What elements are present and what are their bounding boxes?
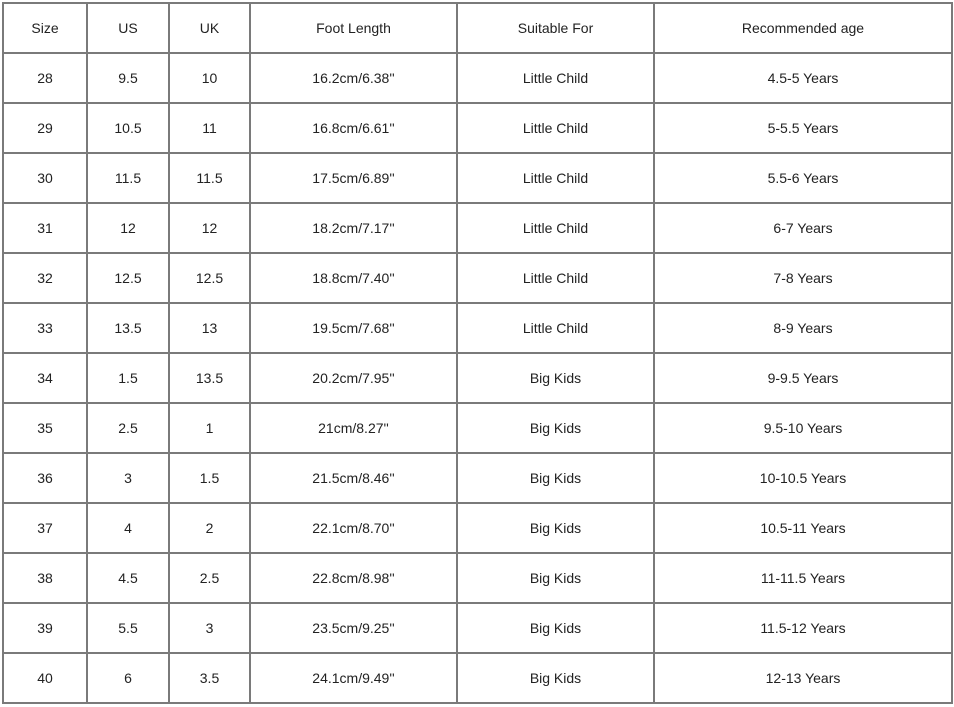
cell-us: 4.5 bbox=[87, 553, 169, 603]
table-row bbox=[3, 53, 952, 103]
cell-foot-length: 18.2cm/7.17'' bbox=[250, 203, 457, 253]
cell-foot-length: 23.5cm/9.25'' bbox=[250, 603, 457, 653]
cell-us: 13.5 bbox=[87, 303, 169, 353]
cell-foot-length: 22.8cm/8.98'' bbox=[250, 553, 457, 603]
cell-recommended-age: 7-8 Years bbox=[654, 253, 952, 303]
cell-uk: 11.5 bbox=[169, 153, 250, 203]
cell-foot-length: 19.5cm/7.68'' bbox=[250, 303, 457, 353]
cell-uk: 13 bbox=[169, 303, 250, 353]
cell-suitable-for: Big Kids bbox=[457, 603, 654, 653]
cell-suitable-for: Big Kids bbox=[457, 503, 654, 553]
cell-us: 11.5 bbox=[87, 153, 169, 203]
cell-suitable-for: Little Child bbox=[457, 303, 654, 353]
table-row bbox=[3, 103, 952, 153]
cell-uk: 1.5 bbox=[169, 453, 250, 503]
cell-suitable-for: Little Child bbox=[457, 253, 654, 303]
cell-recommended-age: 5.5-6 Years bbox=[654, 153, 952, 203]
cell-suitable-for: Little Child bbox=[457, 203, 654, 253]
cell-foot-length: 22.1cm/8.70'' bbox=[250, 503, 457, 553]
cell-size: 31 bbox=[3, 203, 87, 253]
cell-uk: 2.5 bbox=[169, 553, 250, 603]
table-body bbox=[3, 53, 952, 703]
cell-foot-length: 21.5cm/8.46'' bbox=[250, 453, 457, 503]
cell-size: 40 bbox=[3, 653, 87, 703]
cell-size: 30 bbox=[3, 153, 87, 203]
cell-foot-length: 17.5cm/6.89'' bbox=[250, 153, 457, 203]
cell-suitable-for: Big Kids bbox=[457, 353, 654, 403]
table-row bbox=[3, 253, 952, 303]
cell-uk: 3.5 bbox=[169, 653, 250, 703]
cell-us: 5.5 bbox=[87, 603, 169, 653]
cell-suitable-for: Little Child bbox=[457, 53, 654, 103]
table-row bbox=[3, 503, 952, 553]
cell-size: 28 bbox=[3, 53, 87, 103]
header-row bbox=[3, 3, 952, 53]
cell-uk: 13.5 bbox=[169, 353, 250, 403]
cell-us: 2.5 bbox=[87, 403, 169, 453]
cell-foot-length: 18.8cm/7.40'' bbox=[250, 253, 457, 303]
cell-foot-length: 20.2cm/7.95'' bbox=[250, 353, 457, 403]
cell-size: 34 bbox=[3, 353, 87, 403]
cell-foot-length: 16.8cm/6.61'' bbox=[250, 103, 457, 153]
cell-recommended-age: 6-7 Years bbox=[654, 203, 952, 253]
cell-uk: 1 bbox=[169, 403, 250, 453]
cell-foot-length: 16.2cm/6.38'' bbox=[250, 53, 457, 103]
cell-recommended-age: 5-5.5 Years bbox=[654, 103, 952, 153]
table-row bbox=[3, 403, 952, 453]
header-us: US bbox=[87, 3, 169, 53]
size-chart-table bbox=[2, 2, 953, 704]
table-row bbox=[3, 603, 952, 653]
header-size: Size bbox=[3, 3, 87, 53]
table-row bbox=[3, 553, 952, 603]
cell-recommended-age: 9-9.5 Years bbox=[654, 353, 952, 403]
cell-uk: 12.5 bbox=[169, 253, 250, 303]
cell-suitable-for: Little Child bbox=[457, 103, 654, 153]
cell-size: 33 bbox=[3, 303, 87, 353]
cell-us: 6 bbox=[87, 653, 169, 703]
cell-size: 29 bbox=[3, 103, 87, 153]
cell-us: 3 bbox=[87, 453, 169, 503]
cell-recommended-age: 10-10.5 Years bbox=[654, 453, 952, 503]
cell-recommended-age: 8-9 Years bbox=[654, 303, 952, 353]
cell-size: 39 bbox=[3, 603, 87, 653]
cell-suitable-for: Big Kids bbox=[457, 453, 654, 503]
cell-recommended-age: 10.5-11 Years bbox=[654, 503, 952, 553]
cell-size: 35 bbox=[3, 403, 87, 453]
header-suitable-for: Suitable For bbox=[457, 3, 654, 53]
cell-us: 1.5 bbox=[87, 353, 169, 403]
cell-size: 36 bbox=[3, 453, 87, 503]
cell-recommended-age: 12-13 Years bbox=[654, 653, 952, 703]
header-recommended-age: Recommended age bbox=[654, 3, 952, 53]
cell-recommended-age: 9.5-10 Years bbox=[654, 403, 952, 453]
table-row bbox=[3, 353, 952, 403]
cell-uk: 3 bbox=[169, 603, 250, 653]
header-uk: UK bbox=[169, 3, 250, 53]
cell-suitable-for: Big Kids bbox=[457, 403, 654, 453]
table-row bbox=[3, 653, 952, 703]
cell-suitable-for: Big Kids bbox=[457, 653, 654, 703]
cell-size: 32 bbox=[3, 253, 87, 303]
table-row bbox=[3, 453, 952, 503]
cell-recommended-age: 11.5-12 Years bbox=[654, 603, 952, 653]
header-foot-length: Foot Length bbox=[250, 3, 457, 53]
cell-suitable-for: Little Child bbox=[457, 153, 654, 203]
cell-us: 12 bbox=[87, 203, 169, 253]
cell-us: 9.5 bbox=[87, 53, 169, 103]
table-row bbox=[3, 153, 952, 203]
cell-us: 12.5 bbox=[87, 253, 169, 303]
cell-uk: 2 bbox=[169, 503, 250, 553]
cell-us: 10.5 bbox=[87, 103, 169, 153]
cell-uk: 11 bbox=[169, 103, 250, 153]
cell-uk: 10 bbox=[169, 53, 250, 103]
table-row bbox=[3, 303, 952, 353]
cell-foot-length: 21cm/8.27'' bbox=[250, 403, 457, 453]
cell-us: 4 bbox=[87, 503, 169, 553]
cell-size: 37 bbox=[3, 503, 87, 553]
cell-recommended-age: 4.5-5 Years bbox=[654, 53, 952, 103]
cell-suitable-for: Big Kids bbox=[457, 553, 654, 603]
cell-uk: 12 bbox=[169, 203, 250, 253]
cell-recommended-age: 11-11.5 Years bbox=[654, 553, 952, 603]
table-row bbox=[3, 203, 952, 253]
cell-foot-length: 24.1cm/9.49'' bbox=[250, 653, 457, 703]
cell-size: 38 bbox=[3, 553, 87, 603]
